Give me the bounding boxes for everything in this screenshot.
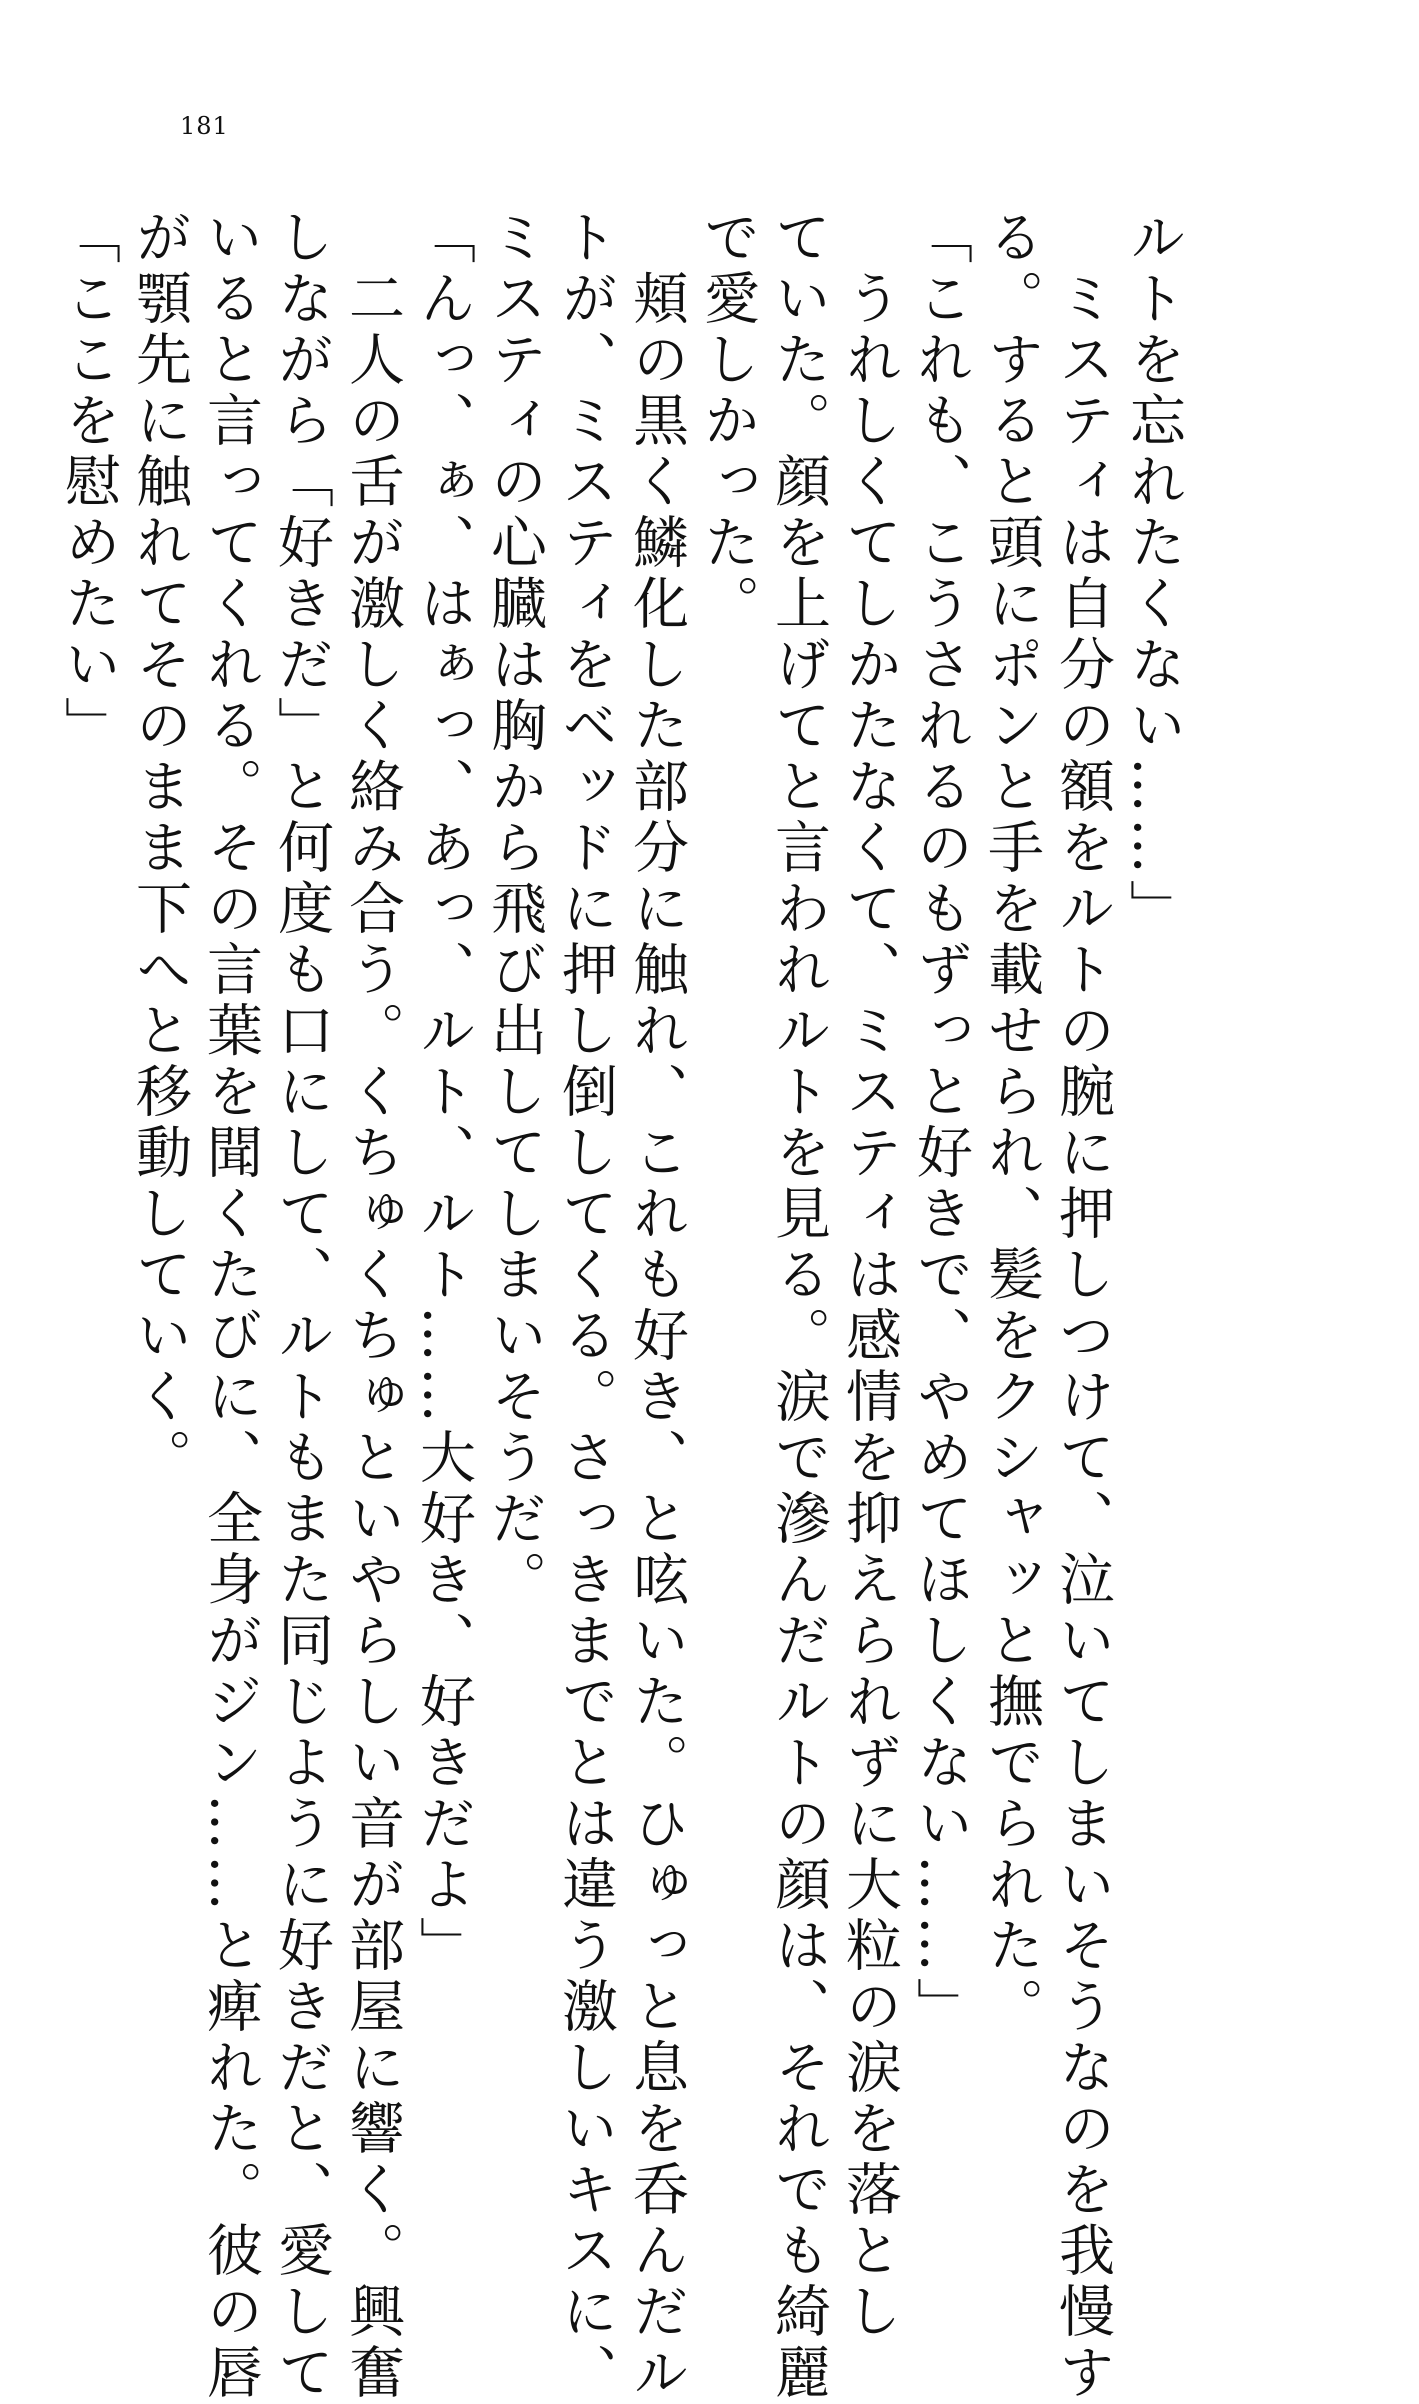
text-line: ミスティは自分の額をルトの腕に押しつけて、泣いてしまいそうなのを我慢す (1050, 208, 1115, 2404)
text-line: ルトを忘れたくない……」 (1121, 208, 1186, 940)
text-line: トが、ミスティをベッドに押し倒してくる。さっきまでとは違う激しいキスに、 (553, 208, 618, 2404)
text-line: ていた。顔を上げてと言われルトを見る。涙で滲んだルトの顔は、それでも綺麗 (766, 208, 831, 2404)
text-line: 「これも、こうされるのもずっと好きで、やめてほしくない……」 (908, 208, 973, 2038)
text-line: ミスティの心臓は胸から飛び出してしまいそうだ。 (482, 208, 547, 1611)
text-line: で愛しかった。 (695, 208, 760, 635)
text-line: が顎先に触れてそのまま下へと移動していく。 (127, 208, 192, 1489)
text-line: しながら「好きだ」と何度も口にして、ルトもまた同じように好きだと、愛して (269, 208, 334, 2404)
text-line: 頬の黒く鱗化した部分に触れ、これも好き、と呟いた。ひゅっと息を呑んだル (624, 208, 689, 2404)
body-text (53, 208, 1189, 2404)
text-line: うれしくてしかたなくて、ミスティは感情を抑えられずに大粒の涙を落とし (837, 208, 902, 2343)
page-number: 181 (180, 112, 229, 140)
text-line: いると言ってくれる。その言葉を聞くたびに、全身がジン……と痺れた。彼の唇 (198, 208, 263, 2404)
text-line: 「んっ、ぁ、はぁっ、あっ、ルト、ルト……大好き、好きだよ」 (411, 208, 476, 1977)
text-line: る。すると頭にポンと手を載せられ、髪をクシャッと撫でられた。 (979, 208, 1044, 2038)
text-line: 二人の舌が激しく絡み合う。くちゅくちゅといやらしい音が部屋に響く。興奮 (340, 208, 405, 2404)
text-line: 「ここを慰めたい」 (56, 208, 121, 757)
